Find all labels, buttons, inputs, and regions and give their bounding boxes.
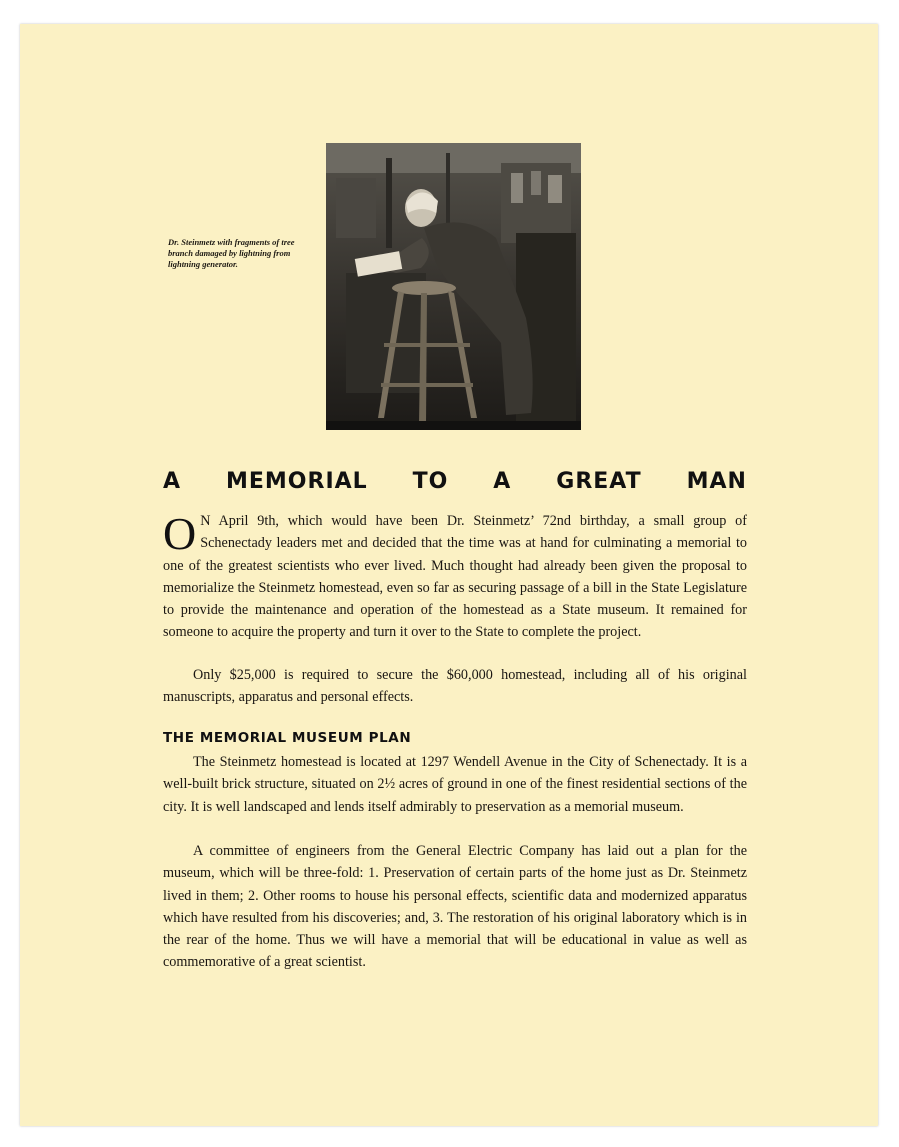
cost-paragraph: Only $25,000 is required to secure the $60,000 homestead, including all of his original manuscripts, apparatus and personal effects. <box>163 667 747 706</box>
drop-cap: O <box>163 508 197 559</box>
steinmetz-photograph <box>326 143 581 430</box>
section-heading: THE MEMORIAL MUSEUM PLAN <box>163 730 412 746</box>
headline <box>163 468 747 496</box>
intro-paragraph <box>163 510 747 644</box>
headline-word: A <box>163 469 182 494</box>
headline-word: A <box>493 469 512 494</box>
headline-word: GREAT <box>556 469 642 494</box>
location-paragraph: The Steinmetz homestead is located at 1297 Wendell Avenue in the City of Schenectady. It is a well-built brick structure, situated on 2½ acres of ground in one of the finest residential sections of the city. It is well landscaped and lends itself admirably to preservation as a memorial museum. <box>163 754 747 815</box>
intro-paragraph-text: N April 9th, which would have been Dr. Steinmetz’ 72nd birthday, a small group of Schenectady leaders met and decided that the time was at hand for culminating a memorial to one of the greatest scientists who ever lived. Much thought had already been given the proposal to memorialize the Steinmetz homestead, even so far as securing passage of a bill in the State Legislature to provide the maintenance and operation of the homestead as a State museum. It remained for someone to acquire the property and turn it over to the State to complete the project. <box>163 513 747 641</box>
headline-word: MEMORIAL <box>225 469 368 494</box>
headline-word: TO <box>412 469 449 494</box>
plan-paragraph: A committee of engineers from the General Electric Company has laid out a plan for the museum, which will be three-fold: 1. Preservation of certain parts of the home just as Dr. Steinmetz lived in them; 2. Other rooms to house his personal effects, scientific data and modernized apparatus which have resulted from his discoveries; and, 3. The restoration of his original laboratory which is in the rear of the home. Thus we will have a memorial that will be educational in value as well as commemorative of a great scientist. <box>163 843 747 971</box>
photo-caption: Dr. Steinmetz with fragments of tree branch damaged by lightning from lightning generator. <box>168 237 295 269</box>
headline-word: MAN <box>686 469 747 494</box>
